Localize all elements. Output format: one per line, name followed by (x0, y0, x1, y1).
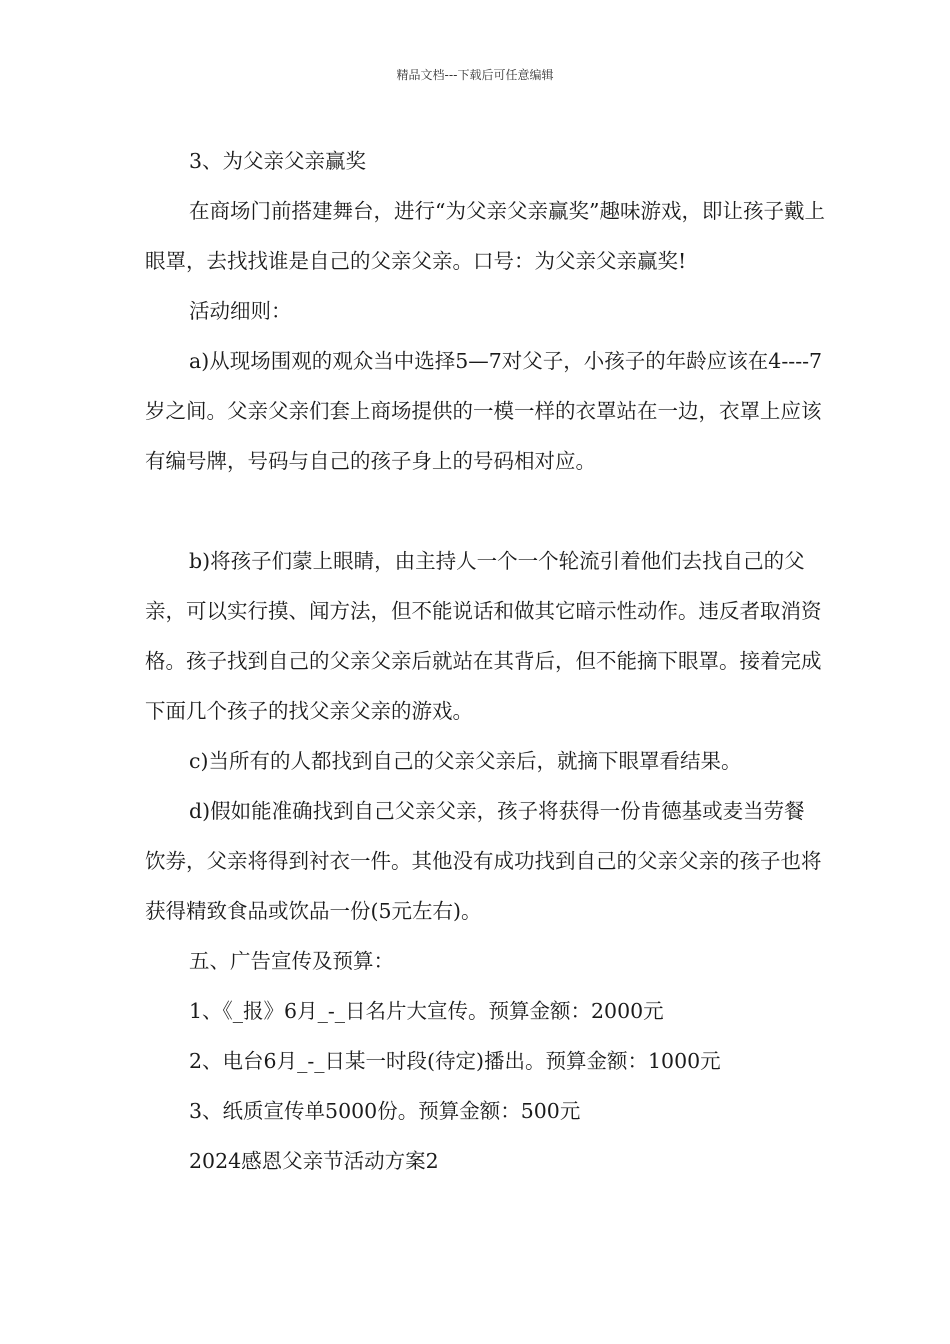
blank-line (145, 486, 825, 536)
rule-b: b)将孩子们蒙上眼睛，由主持人一个一个轮流引着他们去找自己的父亲，可以实行摸、闻方法，但不能说话和做其它暗示性动作。违反者取消资格。孩子找到自己的父亲父亲后就站在其背后，但不能摘下眼罩。接着完成下面几个孩子的找父亲父亲的游戏。 (145, 549, 822, 723)
section-heading: 3、为父亲父亲赢奖 (189, 149, 367, 173)
page-header: 精品文档---下载后可任意编辑 (396, 68, 554, 82)
rules-heading: 活动细则： (189, 299, 292, 323)
next-section-title: 2024感恩父亲节活动方案2 (189, 1149, 439, 1173)
budget-heading: 五、广告宣传及预算： (189, 949, 394, 973)
document-body (145, 136, 825, 1186)
paragraph-intro: 在商场门前搭建舞台，进行“为父亲父亲赢奖”趣味游戏，即让孩子戴上眼罩，去找找谁是自己的父亲父亲。口号：为父亲父亲赢奖! (145, 199, 825, 273)
rule-d: d)假如能准确找到自己父亲父亲，孩子将获得一份肯德基或麦当劳餐饮券，父亲将得到衬衣一件。其他没有成功找到自己的父亲父亲的孩子也将获得精致食品或饮品一份(5元左右)。 (145, 799, 822, 923)
budget-item-1: 1、《_报》6月_-_日名片大宣传。预算金额：2000元 (189, 999, 664, 1023)
budget-item-3: 3、纸质宣传单5000份。预算金额：500元 (189, 1099, 581, 1123)
rule-c: c)当所有的人都找到自己的父亲父亲后，就摘下眼罩看结果。 (189, 749, 742, 773)
rule-a: a)从现场围观的观众当中选择5—7对父子，小孩子的年龄应该在4----7岁之间。父亲父亲们套上商场提供的一模一样的衣罩站在一边，衣罩上应该有编号牌，号码与自己的孩子身上的号码相对应。 (145, 349, 823, 473)
budget-item-2: 2、电台6月_-_日某一时段(待定)播出。预算金额：1000元 (189, 1049, 721, 1073)
